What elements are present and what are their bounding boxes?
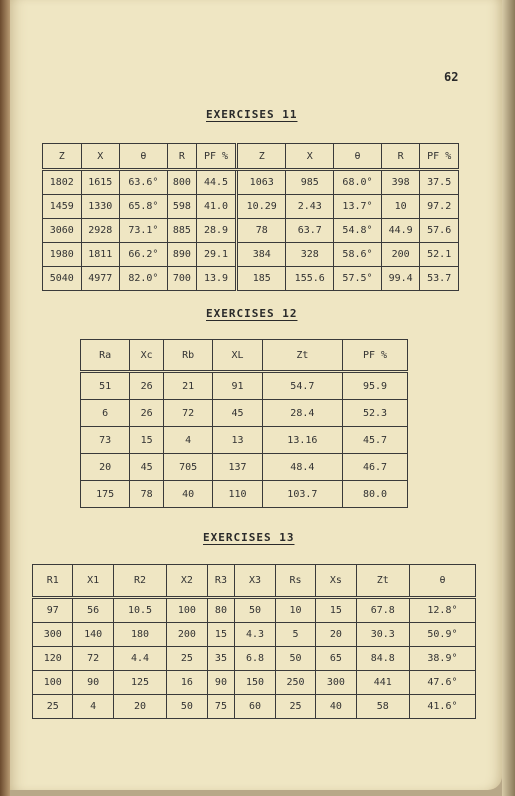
- table-cell: 90: [73, 671, 113, 695]
- table-cell: 65: [316, 647, 356, 671]
- table-cell: 6: [81, 400, 130, 427]
- table-cell: 12.8°: [409, 598, 475, 623]
- table-cell: 82.0°: [120, 267, 168, 291]
- table-row: [43, 267, 459, 291]
- table-cell: 1459: [43, 195, 82, 219]
- table-cell: 150: [235, 671, 275, 695]
- table-cell: 91: [213, 372, 262, 400]
- header-cell: R1: [33, 565, 73, 598]
- table-cell: 4: [73, 695, 113, 719]
- table-cell: 75: [207, 695, 235, 719]
- table-cell: 97: [33, 598, 73, 623]
- table-cell: 45: [130, 454, 164, 481]
- table-cell: 80: [207, 598, 235, 623]
- table-row: [33, 695, 476, 719]
- table-cell: 37.5: [420, 170, 459, 195]
- table-cell: 2.43: [286, 195, 334, 219]
- table-row: [33, 671, 476, 695]
- table-row: [43, 170, 459, 195]
- table-cell: 4.4: [113, 647, 166, 671]
- table-cell: 100: [167, 598, 207, 623]
- table-row: [81, 427, 408, 454]
- header-cell: PF %: [343, 340, 408, 372]
- exercises-11-table: [42, 143, 459, 291]
- table-cell: 985: [286, 170, 334, 195]
- table-cell: 28.4: [262, 400, 342, 427]
- table-cell: 15: [207, 623, 235, 647]
- table-cell: 15: [316, 598, 356, 623]
- table-cell: 200: [381, 243, 420, 267]
- table-cell: 885: [167, 219, 196, 243]
- header-cell: R: [167, 144, 196, 170]
- table-cell: 300: [33, 623, 73, 647]
- table-cell: 13.7°: [334, 195, 382, 219]
- table-cell: 40: [164, 481, 213, 508]
- header-cell: PF %: [420, 144, 459, 170]
- table-cell: 328: [286, 243, 334, 267]
- table-cell: 6.8: [235, 647, 275, 671]
- header-cell: Zt: [356, 565, 409, 598]
- table-cell: 13: [213, 427, 262, 454]
- table-cell: 13.9: [197, 267, 237, 291]
- exercises-11-title: EXERCISES 11: [206, 108, 298, 121]
- table-cell: 25: [167, 647, 207, 671]
- table-cell: 2928: [81, 219, 120, 243]
- table-header-row: [33, 565, 476, 598]
- table-cell: 1980: [43, 243, 82, 267]
- table-row: [33, 623, 476, 647]
- table-cell: 73: [81, 427, 130, 454]
- table-cell: 110: [213, 481, 262, 508]
- header-cell: Xs: [316, 565, 356, 598]
- header-cell: X1: [73, 565, 113, 598]
- header-cell: PF %: [197, 144, 237, 170]
- table-cell: 29.1: [197, 243, 237, 267]
- table-cell: 5040: [43, 267, 82, 291]
- table-cell: 10: [381, 195, 420, 219]
- header-cell: θ: [120, 144, 168, 170]
- table-cell: 99.4: [381, 267, 420, 291]
- table-row: [81, 481, 408, 508]
- table-cell: 4: [164, 427, 213, 454]
- header-cell: θ: [409, 565, 475, 598]
- table-cell: 54.8°: [334, 219, 382, 243]
- table-cell: 4.3: [235, 623, 275, 647]
- table-cell: 1811: [81, 243, 120, 267]
- table-cell: 50.9°: [409, 623, 475, 647]
- table-row: [81, 400, 408, 427]
- table-cell: 40: [316, 695, 356, 719]
- table-cell: 51: [81, 372, 130, 400]
- table-cell: 58: [356, 695, 409, 719]
- table-cell: 25: [275, 695, 315, 719]
- table-cell: 175: [81, 481, 130, 508]
- table-cell: 180: [113, 623, 166, 647]
- table-header-row: [81, 340, 408, 372]
- exercises-13-title: EXERCISES 13: [203, 531, 295, 544]
- table-cell: 30.3: [356, 623, 409, 647]
- header-cell: Rs: [275, 565, 315, 598]
- header-cell: R2: [113, 565, 166, 598]
- header-cell: Z: [43, 144, 82, 170]
- table-cell: 65.8°: [120, 195, 168, 219]
- table-cell: 200: [167, 623, 207, 647]
- page-edge: [502, 0, 515, 796]
- table-cell: 1330: [81, 195, 120, 219]
- table-cell: 80.0: [343, 481, 408, 508]
- table-cell: 26: [130, 372, 164, 400]
- table-cell: 5: [275, 623, 315, 647]
- header-cell: X2: [167, 565, 207, 598]
- table-cell: 800: [167, 170, 196, 195]
- table-cell: 35: [207, 647, 235, 671]
- table-cell: 84.8: [356, 647, 409, 671]
- table-cell: 97.2: [420, 195, 459, 219]
- table-row: [81, 372, 408, 400]
- table-cell: 1615: [81, 170, 120, 195]
- table-cell: 68.0°: [334, 170, 382, 195]
- table-cell: 57.5°: [334, 267, 382, 291]
- table-cell: 63.6°: [120, 170, 168, 195]
- table-cell: 384: [237, 243, 286, 267]
- table-cell: 1063: [237, 170, 286, 195]
- table-cell: 58.6°: [334, 243, 382, 267]
- table-cell: 4977: [81, 267, 120, 291]
- table-row: [43, 243, 459, 267]
- header-cell: X: [286, 144, 334, 170]
- header-cell: X: [81, 144, 120, 170]
- table-cell: 60: [235, 695, 275, 719]
- exercises-12-title: EXERCISES 12: [206, 307, 298, 320]
- exercises-13-table: [32, 564, 476, 719]
- table-cell: 20: [316, 623, 356, 647]
- table-cell: 90: [207, 671, 235, 695]
- table-cell: 300: [316, 671, 356, 695]
- table-cell: 15: [130, 427, 164, 454]
- table-cell: 10.5: [113, 598, 166, 623]
- header-cell: Z: [237, 144, 286, 170]
- table-cell: 45: [213, 400, 262, 427]
- exercises-12-table: [80, 339, 408, 508]
- table-cell: 52.1: [420, 243, 459, 267]
- table-cell: 890: [167, 243, 196, 267]
- table-cell: 78: [130, 481, 164, 508]
- table-cell: 72: [164, 400, 213, 427]
- table-row: [43, 195, 459, 219]
- table-cell: 398: [381, 170, 420, 195]
- table-row: [43, 219, 459, 243]
- table-cell: 28.9: [197, 219, 237, 243]
- page-number: 62: [444, 70, 459, 84]
- table-cell: 53.7: [420, 267, 459, 291]
- table-cell: 73.1°: [120, 219, 168, 243]
- header-cell: X3: [235, 565, 275, 598]
- table-cell: 185: [237, 267, 286, 291]
- header-cell: Zt: [262, 340, 342, 372]
- header-cell: R3: [207, 565, 235, 598]
- table-cell: 78: [237, 219, 286, 243]
- header-cell: Rb: [164, 340, 213, 372]
- table-cell: 13.16: [262, 427, 342, 454]
- table-cell: 67.8: [356, 598, 409, 623]
- table-cell: 38.9°: [409, 647, 475, 671]
- table-cell: 10: [275, 598, 315, 623]
- table-cell: 26: [130, 400, 164, 427]
- header-cell: θ: [334, 144, 382, 170]
- table-cell: 1802: [43, 170, 82, 195]
- table-cell: 54.7: [262, 372, 342, 400]
- table-cell: 441: [356, 671, 409, 695]
- table-cell: 20: [81, 454, 130, 481]
- table-row: [33, 647, 476, 671]
- table-cell: 41.6°: [409, 695, 475, 719]
- table-cell: 63.7: [286, 219, 334, 243]
- table-cell: 44.5: [197, 170, 237, 195]
- table-cell: 103.7: [262, 481, 342, 508]
- table-row: [33, 598, 476, 623]
- table-cell: 100: [33, 671, 73, 695]
- table-cell: 47.6°: [409, 671, 475, 695]
- header-cell: R: [381, 144, 420, 170]
- table-cell: 16: [167, 671, 207, 695]
- table-cell: 95.9: [343, 372, 408, 400]
- table-cell: 48.4: [262, 454, 342, 481]
- book-spine: [0, 0, 10, 796]
- table-cell: 140: [73, 623, 113, 647]
- header-cell: Xc: [130, 340, 164, 372]
- table-cell: 66.2°: [120, 243, 168, 267]
- table-cell: 20: [113, 695, 166, 719]
- table-cell: 56: [73, 598, 113, 623]
- table-cell: 46.7: [343, 454, 408, 481]
- notebook-page: [10, 0, 502, 790]
- header-cell: XL: [213, 340, 262, 372]
- table-cell: 52.3: [343, 400, 408, 427]
- table-cell: 50: [275, 647, 315, 671]
- table-cell: 120: [33, 647, 73, 671]
- table-cell: 700: [167, 267, 196, 291]
- table-cell: 21: [164, 372, 213, 400]
- table-cell: 44.9: [381, 219, 420, 243]
- table-cell: 72: [73, 647, 113, 671]
- table-cell: 45.7: [343, 427, 408, 454]
- table-cell: 137: [213, 454, 262, 481]
- table-cell: 10.29: [237, 195, 286, 219]
- table-cell: 50: [167, 695, 207, 719]
- table-cell: 598: [167, 195, 196, 219]
- table-cell: 155.6: [286, 267, 334, 291]
- table-cell: 57.6: [420, 219, 459, 243]
- header-cell: Ra: [81, 340, 130, 372]
- table-cell: 3060: [43, 219, 82, 243]
- table-cell: 25: [33, 695, 73, 719]
- table-cell: 41.0: [197, 195, 237, 219]
- table-row: [81, 454, 408, 481]
- table-cell: 250: [275, 671, 315, 695]
- table-cell: 125: [113, 671, 166, 695]
- table-header-row: [43, 144, 459, 170]
- table-cell: 50: [235, 598, 275, 623]
- table-cell: 705: [164, 454, 213, 481]
